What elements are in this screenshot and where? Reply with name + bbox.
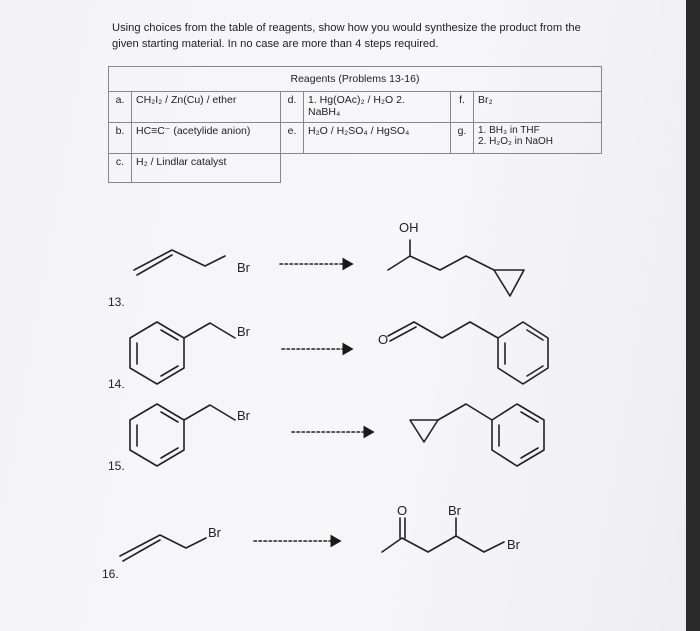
reagent-f: Br₂	[474, 92, 602, 123]
atom-label-oh-13: OH	[399, 220, 419, 235]
atom-label-br-15: Br	[237, 408, 250, 423]
atom-label-br-16-start: Br	[208, 525, 221, 540]
problem-number-13: 13.	[108, 295, 125, 309]
atom-label-br-16-b: Br	[507, 537, 520, 552]
reagent-label-b: b.	[109, 123, 132, 154]
problem-15-start-molecule	[130, 404, 235, 466]
atom-label-o-14: O	[378, 332, 389, 347]
reagent-b: HC≡C⁻ (acetylide anion)	[132, 123, 281, 154]
problem-number-15: 15.	[108, 459, 125, 473]
reagent-label-d: d.	[281, 92, 304, 123]
problem-13-product-molecule	[388, 240, 524, 296]
reagent-label-g: g.	[451, 123, 474, 154]
atom-label-br-14: Br	[237, 324, 250, 339]
reagent-table-header: Reagents (Problems 13-16)	[109, 67, 602, 92]
reagent-label-a: a.	[109, 92, 132, 123]
problem-14-product-molecule	[388, 322, 548, 384]
reagent-label-c: c.	[109, 154, 132, 183]
reagent-e: H₂O / H₂SO₄ / HgSO₄	[304, 123, 451, 154]
problem-14-start-molecule	[130, 322, 235, 384]
reagent-a: CH₂I₂ / Zn(Cu) / ether	[132, 92, 281, 123]
instructions-text: Using choices from the table of reagents, show how you would synthesize the product from the given starting material. In no case are more than 4 steps required.	[112, 22, 581, 50]
problem-13-start-molecule	[134, 250, 225, 275]
reagent-label-e: e.	[281, 123, 304, 154]
reagent-c: H₂ / Lindlar catalyst	[132, 154, 281, 183]
atom-label-br-13: Br	[237, 260, 250, 275]
atom-label-o-16: O	[397, 503, 408, 518]
problem-16-product-molecule	[382, 518, 504, 552]
problem-16-start-molecule	[120, 535, 206, 561]
reagent-d: 1. Hg(OAc)₂ / H₂O 2. NaBH₄	[304, 92, 451, 123]
problem-number-16: 16.	[102, 567, 119, 581]
problem-number-14: 14.	[108, 377, 125, 391]
problem-15-product-molecule	[410, 404, 544, 466]
reagent-g: 1. BH₃ in THF 2. H₂O₂ in NaOH	[474, 123, 602, 154]
reagent-label-f: f.	[451, 92, 474, 123]
atom-label-br-16-a: Br	[448, 503, 461, 518]
